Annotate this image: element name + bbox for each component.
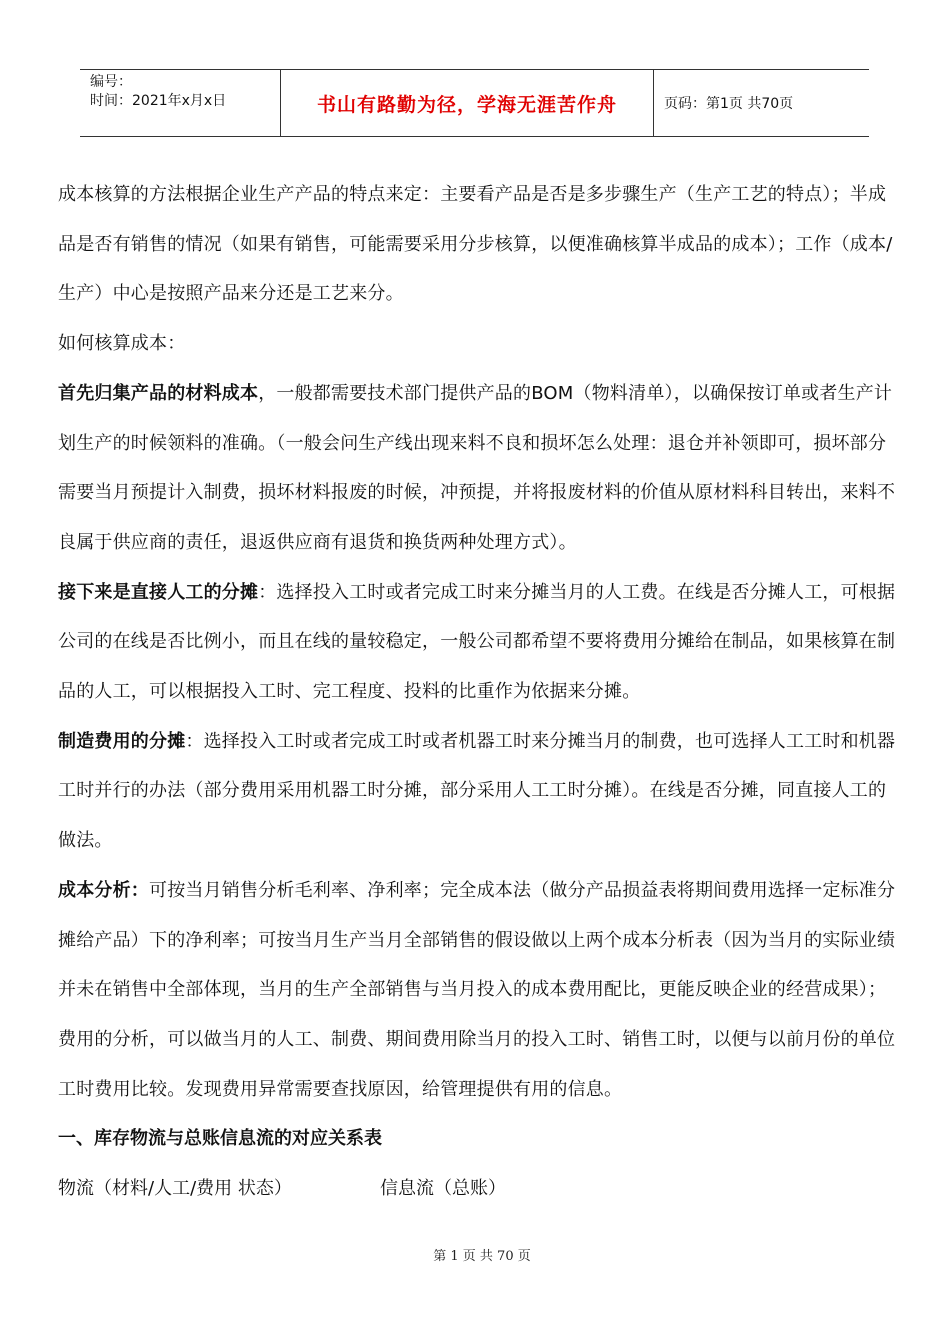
header-page-info: 页码：第1页 共70页 (664, 96, 794, 112)
direct-labor-text: ：选择投入工时或者完成工时来分摊当月的人工费。在线是否分摊人工，可根据公司的在线是否比例小，而且在线的量较稳定，一般公司都希望不要将费用分摊给在制品，如果核算在制品的人工，可以根据投入工时、完工程度、投料的比重作为依据来分摊。 (58, 581, 896, 703)
mapping-table-header (58, 1164, 898, 1214)
overhead-text: ：选择投入工时或者完成工时或者机器工时来分摊当月的制费，也可选择人工工时和机器工时并行的办法（部分费用采用机器工时分摊，部分采用人工工时分摊）。在线是否分摊，同直接人工的做法。 (58, 730, 896, 852)
paragraph-direct-labor (58, 568, 898, 717)
document-number-label: 编号： (90, 74, 132, 90)
cost-analysis-title: 成本分析： (58, 879, 149, 901)
section-heading: 一、库存物流与总账信息流的对应关系表 (58, 1128, 382, 1150)
page-footer: 第 1 页 共 70 页 (433, 1249, 531, 1264)
paragraph-cost-analysis (58, 866, 898, 1115)
paragraph-material-cost (58, 369, 898, 568)
paragraph-how-to-cost: 如何核算成本： (58, 333, 186, 355)
paragraph-manufacturing-overhead (58, 717, 898, 866)
header-motto: 书山有路勤为径，学海无涯苦作舟 (281, 70, 654, 136)
direct-labor-title: 接下来是直接人工的分摊 (58, 581, 259, 603)
material-cost-text: ，一般都需要技术部门提供产品的BOM（物料清单），以确保按订单或者生产计划生产的时候领料的准确。（一般会问生产线出现来料不良和损坏怎么处理：退仓并补领即可，损坏部分需要当月预提计入制费，损坏材料报废的时候，冲预提，并将报废材料的价值从原材料科目转出，来料不良属于供应商的责任，退返供应商有退货和换货两种处理方式）。 (58, 382, 896, 553)
page-header (80, 69, 869, 137)
header-meta (80, 70, 281, 136)
document-date-label: 时间：2021年x月x日 (90, 93, 227, 109)
overhead-title: 制造费用的分摊 (58, 730, 186, 752)
cost-analysis-text: 可按当月销售分析毛利率、净利率；完全成本法（做分产品损益表将期间费用选择一定标准分摊给产品）下的净利率；可按当月生产当月全部销售的假设做以上两个成本分析表（因为当月的实际业绩并未在销售中全部体现，当月的生产全部销售与当月投入的成本费用配比，更能反映企业的经营成果）；费用的分析，可以做当月的人工、制费、期间费用除当月的投入工时、销售工时，以便与以前月份的单位工时费用比较。发现费用异常需要查找原因，给管理提供有用的信息。 (58, 879, 896, 1100)
column-information-flow: 信息流（总账） (380, 1178, 506, 1200)
paragraph-costing-method: 成本核算的方法根据企业生产产品的特点来定：主要看产品是否是多步骤生产（生产工艺的特点）；半成品是否有销售的情况（如果有销售，可能需要采用分步核算，以便准确核算半成品的成本）；工作（成本/生产）中心是按照产品来分还是工艺来分。 (58, 184, 893, 305)
column-logistics: 物流（材料/人工/费用 状态） (58, 1178, 292, 1200)
material-cost-title: 首先归集产品的材料成本 (58, 382, 259, 404)
document-body (58, 170, 898, 1214)
